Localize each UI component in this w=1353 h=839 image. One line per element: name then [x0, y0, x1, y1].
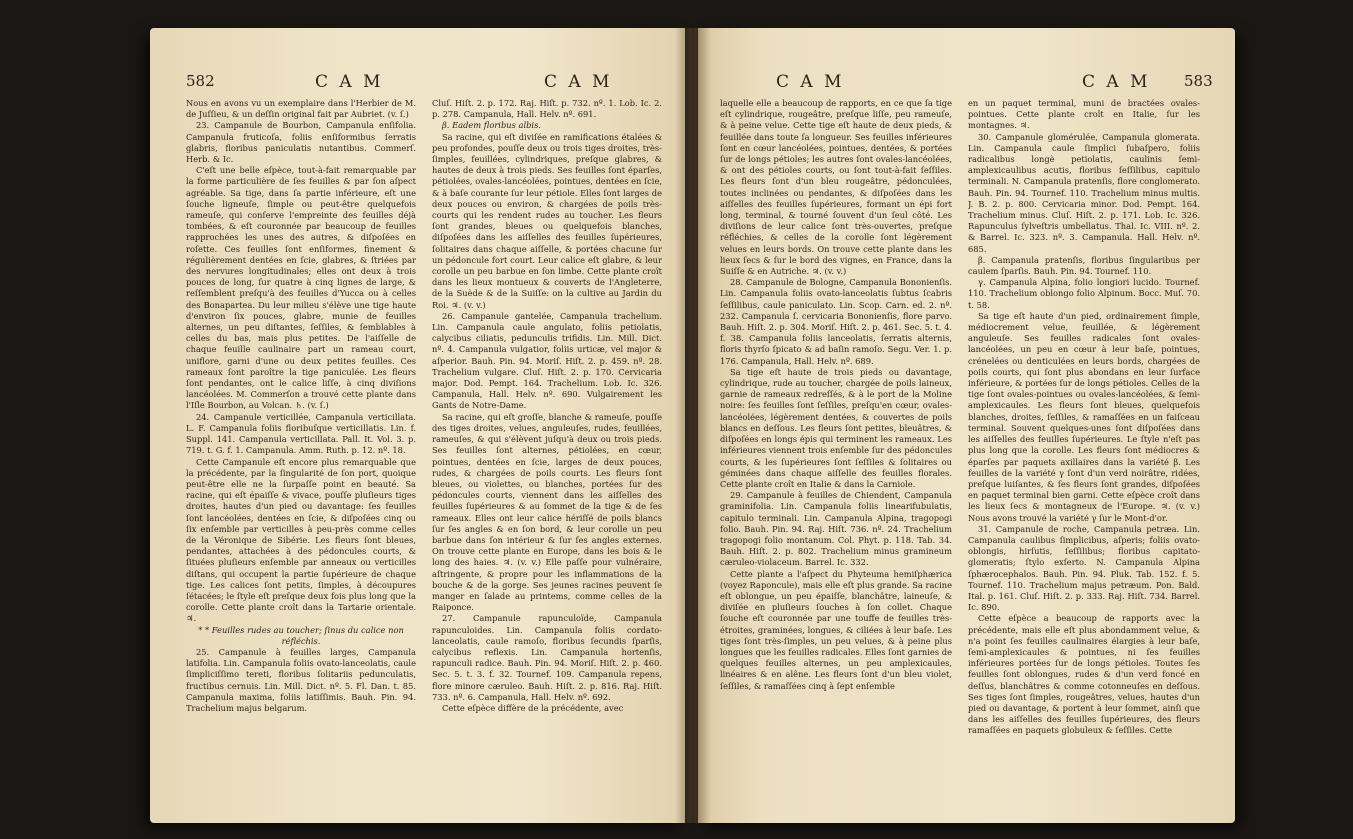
right-head-word-1: C A M [776, 72, 845, 92]
paragraph: Sa racine, qui eſt diviſée en ramifications étalées & peu profondes, pouſſe deux ou trois tiges droites, très-ſimples, feuillées, cylindriques, preſque glabres, & hautes de deux à trois pieds. Ses feuilles ſont éparſes, pétiolées, ovales-lancéolées, pointues, dentées en ſcie, & à baſe courante ſur leur pétiole. Elles ſont larges de deux pouces ou environ, & chargées de poils très-courts qui les rendent rudes au toucher. Les fleurs ſont grandes, bleues ou quelquefois blanches, diſpoſées dans les aiſſelles des feuilles ſupérieures, ſolitaires dans chaque aiſſelle, & portées chacune ſur un pédoncule fort court. Leur calice eſt glabre, & leur corolle un peu barbue en ſon limbe. Cette plante croît dans les lieux montueux & couverts de l'Angleterre, de la Suède & de la Suiſſe: on la cultive au Jardin du Roi. ♃. (v. v.) [432, 131, 662, 310]
right-column-1 [720, 98, 952, 813]
right-page [698, 28, 1235, 823]
left-column-1 [186, 98, 416, 813]
paragraph: Nous en avons vu un exemplaire dans l'Herbier de M. de Juſſieu, & un deſſin original fait par Aubriet. (v. ſ.) [186, 98, 416, 120]
paragraph: Cette Campanule eſt encore plus remarquable que la précédente, par la ſingularité de ſon port, quoique peut-être elle ne la ſurpaſſe point en beauté. Sa racine, qui eſt épaiſſe & vivace, pouſſe pluſieurs tiges droites, hautes d'un pied ou davantage: ſes feuilles ſont lancéolées, dentées en ſcie, & diſpoſées cinq ou ſix enſemble par verticilles à peu-près comme celles de la Véronique de Sibérie. Les fleurs ſont bleues, pendantes, attachées à des pédoncules courts, & ſituées pluſieurs enſemble par anneaux ou verticilles diſtans, qui occupent la partie ſupérieure de chaque tige. Les calices ſont petits, ſimples, à découpures ſétacées; le ſtyle eſt preſque deux fois plus long que la corolle. Cette plante croît dans la Tartarie orientale. ♃. [186, 456, 416, 624]
paragraph: Cette plante a l'aſpect du Phyteuma hemiſphærica (voyez Raponcule), mais elle eſt plus grande. Sa racine eſt oblongue, un peu épaiſſe, blanchâtre, laineuſe, & diviſée en pluſieurs ſouches à ſon collet. Chaque ſouche eſt couronnée par une touffe de feuilles très-étroites, graminées, longues, & ciliées à leur baſe. Les tiges ſont très-ſimples, un peu velues, & à peine plus longues que les feuilles radicales. Elles ſont garnies de quelques feuilles alternes, un peu amplexicaules, linéaires & en alêne. Les fleurs ſont d'un bleu violet, ſeſſiles, & ramaſſées cinq à ſept enſemble [720, 568, 952, 691]
paragraph: 26. Campanule gantelée, Campanula trachelium. Lin. Campanula caule angulato, foliis petiolatis, calycibus ciliatis, pedunculis trifidis. Lin. Mill. Dict. nº. 4. Campanula vulgatior, foliis urticæ, vel major & aſperior. Bauh. Pin. 94. Moriſ. Hiſt. 2. p. 459. nº. 28. Trachelium vulgare. Cluſ. Hiſt. 2. p. 170. Cervicaria major. Dod. Pempt. 164. Trachelium. Lob. Ic. 326. Campanula, Hall. Helv. nº. 690. Vulgairement les Gants de Notre-Dame. [432, 310, 662, 411]
paragraph: Cette eſpèce diffère de la précédente, avec [442, 702, 624, 713]
paragraph: C'eſt une belle eſpèce, tout-à-fait remarquable par la forme particulière de ſes feuilles & par ſon aſpect agréable. Sa tige, dans ſa partie inférieure, eſt une ſouche ligneuſe, ſimple ou peut-être quelquefois rameuſe, qui conſerve l'empreinte des feuilles déjà tombées, & eſt couronnée par beaucoup de feuilles rapprochées les unes des autres, & diſpoſées en roſette. Ces feuilles ſont enſiformes, finement & régulièrement dentées en ſcie, glabres, & ſtriées par des nervures longitudinales; elles ont deux à trois pouces de long, ſur quatre à cinq lignes de large, & reſſemblent preſqu'à des feuilles d'Yucca ou à celles des Bonapartea. Du leur milieu s'élève une tige haute d'environ ſix pouces, glabre, munie de feuilles alternes, un peu diſtantes, ſeſſiles, & ſemblables à celles du bas, mais plus petites. De l'aiſſelle de chaque feuille caulinaire part un rameau court, uniflore, garni d'une ou deux petites feuilles. Ces rameaux ſont paroître la tige paniculée. Les fleurs ſont pendantes, ont le calice liſſe, à cinq diviſions lancéolées. M. Commerſon a trouvé cette plante dans l'Iſle Bourbon, au Volcan. ♄. (v. ſ.) [186, 165, 416, 411]
paragraph: β. Eadem floribus albis. [442, 120, 541, 131]
paragraph: Sa tige eſt haute d'un pied, ordinairement ſimple, médiocrement velue, feuillée, & légèrement anguleuſe. Ses feuilles radicales ſont ovales-lancéolées, un peu en cœur à leur baſe, pointues, crénelées ou denticulées en leurs bords, chargées de poils courts, qui ſont plus abondans en leur ſurface inférieure, & portées ſur de longs pétioles. Celles de la tige ſont ovales-pointues ou ovales-lancéolées, & ſemi-amplexicaules. Les fleurs ſont bleues, quelquefois blanches, droites, ſeſſiles, & ramaſſées en un faiſceau terminal. Souvent quelques-unes ſont diſpoſées dans les aiſſelles des feuilles ſupérieures. Le ſtyle n'eſt pas plus long que la corolle. Les fleurs ſont médiocres & éparſes par paquets axillaires dans la variété β. Les feuilles de la variété γ ſont d'un verd noirâtre, ridées, preſque luiſantes, & ſes fleurs ſont grandes, diſpoſées en paquet terminal bien garni. Cette eſpèce croît dans les lieux ſecs & montagneux de l'Europe. ♃. (v. v.) Nous avons trouvé la variété γ ſur le Mont-d'or. [968, 310, 1200, 523]
paragraph: 29. Campanule à feuilles de Chiendent, Campanula graminifolia. Lin. Campanula foliis linearifubulatis, capitulo terminali. Lin. Campanula Alpina, tragopogi folio. Bauh. Pin. 94. Raj. Hiſt. 736. nº. 24. Trachelium tragopogi folio montanum. Col. Phyt. p. 118. Tab. 34. Bauh. Hiſt. 2. p. 802. Trachelium minus gramineum cæruleo-violaceum. Barrel. Ic. 332. [720, 490, 952, 568]
left-page-number: 582 [186, 72, 215, 90]
paragraph: 24. Campanule verticillée, Campanula verticillata. L. F. Campanula foliis floribuſque verticillatis. Lin. f. Suppl. 141. Campanula verticillata. Pall. It. Vol. 3. p. 719. t. G. f. 1. Campanula. Amm. Ruth. p. 12. nº. 18. [186, 411, 416, 456]
section-heading: * * Feuilles rudes au toucher; ſinus du calice non réfléchis. [198, 624, 404, 646]
paragraph: Sa tige eſt haute de trois pieds ou davantage, cylindrique, rude au toucher, chargée de poils laineux, garnie de rameaux redreſſés, & à le port de la Moline noire: ſes feuilles ſont ſeſſiles, preſqu'en cœur, ovales-lancéolées, légèrement dentées, & couvertes de poils blancs en deſſous. Les fleurs ſont petites, bleuâtres, & diſpoſées en longs épis qui terminent les rameaux. Les inférieures viennent trois enſemble ſur des pédoncules courts, & les ſupérieures ſont ſeſſiles & ſolitaires ou géminées dans chaque aiſſelle des feuilles florales. Cette plante croît en Italie & dans la Carniole. [720, 366, 952, 489]
right-head-word-2: C A M [1082, 72, 1151, 92]
left-page [150, 28, 685, 823]
paragraph: 23. Campanule de Bourbon, Campanula enſifolia. Campanula fruticoſa, foliis enſiformibus ſerratis glabris, floribus paniculatis nutantibus. Commerſ. Herb. & Ic. [186, 120, 416, 165]
left-column-2 [432, 98, 662, 813]
paragraph: Cette eſpèce a beaucoup de rapports avec la précédente, mais elle eſt plus abondamment velue, & n'a point ſes feuilles caulinaires élargies à leur baſe, ſemi-amplexicaules & pointues, ni ſes feuilles inférieures portées ſur de longs pétioles. Toutes ſes feuilles ſont oblongues, rudes & d'un verd foncé en deſſus, blanchâtres & comme cotonneuſes en deſſous. Ses tiges ſont ſimples, rougeâtres, velues, hautes d'un pied ou davantage, & portent à leur ſommet, ainſi que dans les aiſſelles des feuilles ſupérieures, des fleurs ramaſſées en paquets globuleux & ſeſſiles. Cette [968, 613, 1200, 736]
paragraph: 31. Campanule de roche, Campanula petræa. Lin. Campanula caulibus ſimplicibus, aſperis; foliis ovato-oblongis, hirſutis, ſeſſilibus; floribus capitato-glomeratis; ſtylo exſerto. N. Campanula Alpina ſphærocephalos. Bauh. Pin. 94. Pluk. Tab. 152. f. 5. Tournef. 110. Trachelium majus petræum. Pon. Bald. Ital. p. 161. Cluſ. Hiſt. 2. p. 333. Raj. Hiſt. 734. Barrel. Ic. 890. [968, 523, 1200, 613]
right-running-head [698, 72, 1235, 96]
book-gutter [675, 28, 711, 823]
open-book [150, 28, 1235, 828]
paragraph: Cluſ. Hiſt. 2. p. 172. Raj. Hiſt. p. 732. nº. 1. Lob. Ic. 2. p. 278. Campanula, Hall. Helv. nº. 691. [432, 98, 662, 120]
paragraph: 25. Campanule à feuilles larges, Campanula latifolia. Lin. Campanula foliis ovato-lanceolatis, caule ſimpliciſſimo tereti, floribus ſolitariis pedunculatis, fructibus cernuis. Lin. Mill. Dict. nº. 5. Fl. Dan. t. 85. Campanula maxima, foliis latiſſimis. Bauh. Pin. 94. Trachelium majus belgarum. [186, 646, 416, 713]
right-page-number: 583 [1184, 72, 1213, 90]
paragraph: β. Campanula pratenſis, floribus ſingularibus per caulem ſparſis. Bauh. Pin. 94. Tournef. 110. [968, 254, 1200, 277]
right-column-2 [968, 98, 1200, 813]
paragraph: γ. Campanula Alpina, folio longiori lucido. Tournef. 110. Trachelium oblongo folio Alpinum. Bocc. Muſ. 70. t. 58. [968, 277, 1200, 310]
left-head-word-2: C A M [544, 72, 613, 92]
paragraph: en un paquet terminal, muni de bractées ovales-pointues. Cette plante croît en Italie, ſur les montagnes. ♃. [968, 98, 1200, 131]
left-running-head [150, 72, 685, 96]
paragraph: Sa racine, qui eſt groſſe, blanche & rameuſe, pouſſe des tiges droites, velues, anguleuſes, rudes, feuillées, rameuſes, & qui s'élèvent juſqu'à deux ou trois pieds. Ses feuilles ſont alternes, pétiolées, en cœur, pointues, dentées en ſcie, larges de deux pouces, rudes, & chargées de poils courts. Les fleurs ſont bleues, ou violettes, ou blanches, portées ſur des pédoncules courts, viennent dans les aiſſelles des feuilles ſupérieures & au ſommet de la tige & de ſes rameaux. Elles ont leur calice hériſſé de poils blancs ſur ſes angles & en ſon bord, & leur corolle un peu barbue dans ſon intérieur & ſur ſes angles externes. On trouve cette plante en Europe, dans les bois & le long des haies. ♃. (v. v.) Elle paſſe pour vulnéraire, aſtringente, & propre pour les inflammations de la bouche & de la gorge. Ses jeunes racines peuvent ſe manger en ſalade au printems, comme celles de la Raiponce. [432, 411, 662, 613]
paragraph: laquelle elle a beaucoup de rapports, en ce que ſa tige eſt cylindrique, rougeâtre, preſque liſſe, peu rameuſe, & à peine velue. Cette tige eſt haute de deux pieds, & feuillée dans toute ſa longueur. Ses feuilles inférieures ſont en cœur lancéolées, pointues, dentées, & portées ſur de longs pétioles; les autres ſont ovales-lancéolées, & ont des pétioles courts, ou ſont tout-à-fait ſeſſiles. Les fleurs ſont d'un bleu rougeâtre, pédonculées, toutes inclinées ou pendantes, & diſpoſées dans les aiſſelles des feuilles ſupérieures, formant un épi fort long, terminal, & tourné ſouvent d'un ſeul côté. Les diviſions de leur calice ſont très-ouvertes, preſque réfléchies, & celles de la corolle ſont légèrement velues en leurs bords. On trouve cette plante dans les lieux ſecs & ſur le bord des vignes, en France, dans la Suiſſe & en Autriche. ♃. (v. v.) [720, 98, 952, 277]
paragraph: 30. Campanule glomérulée, Campanula glomerata. Lin. Campanula caule ſimplici ſubaſpero, foliis radicalibus longè petiolatis, caulinis ſemi-amplexicaulibus acutis, floribus ſeſſilibus, capitulo terminali. N. Campanula pratenſis, flore conglomerato. Bauh. Pin. 94. Tournef. 110. Trachelium minus multis. J. B. 2. p. 800. Cervicaria minor. Dod. Pempt. 164. Trachelium minus. Cluſ. Hiſt. 2. p. 171. Lob. Ic. 326. Rapunculus ſylveſtris umbellatus. Thal. Ic. VIII. nº. 2. & Barrel. Ic. 323. nº. 3. Campanula. Hall. Helv. nº. 685. [968, 131, 1200, 254]
left-head-word-1: C A M [315, 72, 384, 92]
paragraph: 28. Campanule de Bologne, Campanula Bononienſis. Lin. Campanula foliis ovato-lanceolatis ſubtus ſcabris ſeſſilibus, caule paniculato. Lin. Scop. Carn. ed. 2. nº. 232. Campanula ſ. cervicaria Bononienſis, flore parvo. Bauh. Hiſt. 2. p. 304. Moriſ. Hiſt. 2. p. 461. Sec. 5. t. 4. f. 38. Campanula foliis lanceolatis, ſerratis alternis, floris thyrſo ſpicato & ad baſin ramoſo. Segu. Ver. 1. p. 176. Campanula, Hall. Helv. nº. 689. [720, 277, 952, 366]
paragraph: 27. Campanule rapunculoïde, Campanula rapunculoides. Lin. Campanula foliis cordato-lanceolatis, caule ramoſo, floribus ſecundis ſparſis, calycibus reflexis. Lin. Campanula hortenſis, rapunculi radice. Bauh. Pin. 94. Moriſ. Hiſt. 2. p. 460. Sec. 5. t. 3. f. 32. Tournef. 109. Campanula repens, flore minore cæruleo. Bauh. Hiſt. 2. p. 816. Raj. Hiſt. 733. nº. 6. Campanula, Hall. Helv. nº. 692. [432, 613, 662, 702]
